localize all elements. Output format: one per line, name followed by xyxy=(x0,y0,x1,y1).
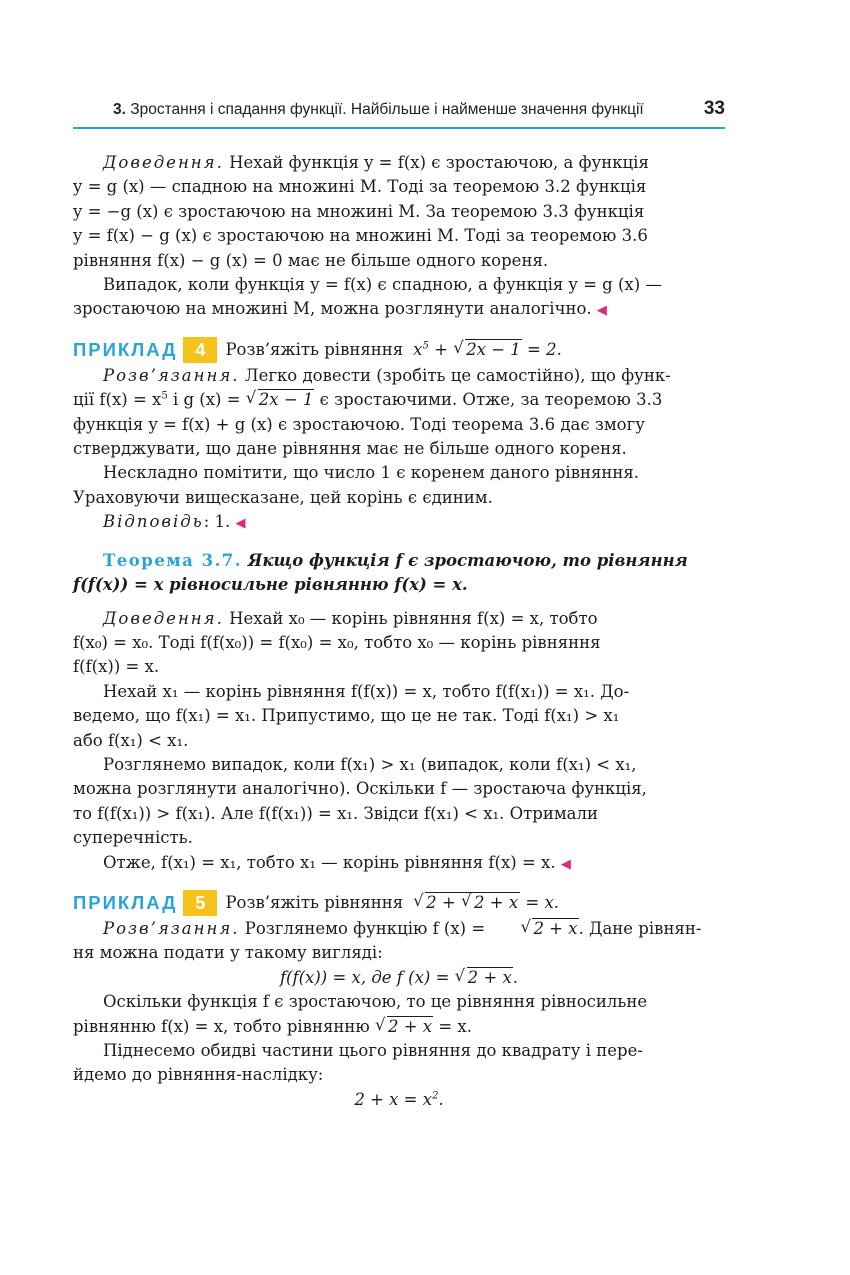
example-task: Розв’яжіть рівняння xyxy=(225,339,404,359)
text-line: стверджувати, що дане рівняння має не більше одного кореня. xyxy=(73,439,627,459)
text-span: . Дане рівнян- xyxy=(578,918,702,938)
text-line: y = g (x) — спадною на множині M. Тоді за теоремою 3.2 функція xyxy=(73,177,647,197)
text-line: ведемо, що f(x₁) = x₁. Припустимо, що це не так. Тоді f(x₁) > x₁ xyxy=(73,706,620,726)
radicand: 2 + x xyxy=(474,892,519,912)
proof-label: Доведення. xyxy=(103,153,224,172)
text-line: Випадок, коли функція y = f(x) є спадною, а функція y = g (x) — xyxy=(103,275,662,295)
text-line xyxy=(73,851,725,877)
example-task: Розв’яжіть рівняння xyxy=(225,892,404,912)
example-label: ПРИКЛАД xyxy=(73,338,178,360)
text-line: y = f(x) − g (x) є зростаючою на множині M. Тоді за теоремою 3.6 xyxy=(73,226,648,246)
sqrt-icon xyxy=(413,891,520,915)
eq-part: = x. xyxy=(520,892,559,912)
spacer xyxy=(73,877,725,889)
spacer xyxy=(73,537,725,549)
answer-line xyxy=(73,510,725,536)
proof-label: Доведення. xyxy=(103,608,224,628)
page-number: 33 xyxy=(703,98,725,119)
sqrt-icon xyxy=(246,388,315,412)
text-span: = x. xyxy=(433,1016,472,1036)
example-4-heading xyxy=(73,336,725,364)
text-line xyxy=(73,388,725,412)
answer-value: : 1. xyxy=(203,512,231,532)
text-span: Розглянемо функцію f (x) = xyxy=(239,918,491,938)
running-title xyxy=(113,101,644,119)
radicand xyxy=(425,892,520,912)
proof-paragraph xyxy=(73,151,725,175)
radicand: 2 + x xyxy=(387,1016,433,1036)
eq-part: f(f(x)) = x, де f (x) = xyxy=(279,967,455,987)
end-of-proof-icon: ◀ xyxy=(596,303,607,319)
sqrt-icon xyxy=(461,891,519,915)
proof-paragraph xyxy=(73,607,725,631)
text-span: Легко довести (зробіть це самостійно), що функ- xyxy=(239,365,671,385)
solution-label: Розв’язання. xyxy=(103,918,240,938)
theorem-paragraph xyxy=(73,549,725,573)
text-line: рівняння f(x) − g (x) = 0 має не більше одного кореня. xyxy=(73,250,549,270)
equation xyxy=(413,338,562,362)
text-line xyxy=(73,297,725,323)
example-number-badge: 4 xyxy=(183,337,217,363)
page-content xyxy=(73,151,725,1112)
radicand: 2 + x xyxy=(467,967,512,987)
exponent: 5 xyxy=(161,390,168,402)
theorem-label: Теорема 3.7. xyxy=(103,550,243,570)
text-line: або f(x₁) < x₁. xyxy=(73,730,189,750)
spacer xyxy=(73,324,725,336)
solution-paragraph xyxy=(73,364,725,388)
text-span: і g (x) = xyxy=(167,390,246,410)
sqrt-icon xyxy=(490,917,578,941)
eq-part: . xyxy=(438,1089,444,1109)
eq-exponent: 5 xyxy=(422,340,429,352)
eq-exponent: 2 xyxy=(432,1090,439,1102)
text-span: зростаючою на множині M, можна розглянути аналогічно. xyxy=(73,299,592,319)
theorem-text: f(f(x)) = x рівносильне рівнянню f(x) = x. xyxy=(73,575,468,595)
eq-part: 2 + x = x xyxy=(354,1089,433,1109)
example-number-badge: 5 xyxy=(183,890,217,916)
eq-part: x xyxy=(413,339,423,359)
text-line: y = −g (x) є зростаючою на множині M. За теоремою 3.3 функція xyxy=(73,201,645,221)
text-line: f(f(x)) = x. xyxy=(73,657,160,677)
answer-label: Відповідь xyxy=(103,512,204,532)
text-line: то f(f(x₁)) > f(x₁). Але f(f(x₁)) = x₁. Звідси f(x₁) < x₁. Отримали xyxy=(73,803,598,823)
solution-label: Розв’язання. xyxy=(103,365,240,385)
text-line: функція y = f(x) + g (x) є зростаючою. Тоді теорема 3.6 дає змогу xyxy=(73,414,645,434)
theorem-text: Якщо функція f є зростаючою, то рівняння xyxy=(242,550,688,570)
example-5-heading xyxy=(73,889,725,917)
display-equation xyxy=(73,1088,725,1112)
text-line: йдемо до рівняння-наслідку: xyxy=(73,1065,324,1085)
radicand: 2x − 1 xyxy=(466,339,521,359)
text-span: рівнянню f(x) = x, тобто рівнянню xyxy=(73,1016,375,1036)
text-line: Оскільки функція f є зростаючою, то це рівняння рівносильне xyxy=(103,992,648,1012)
text-span: ції f(x) = x xyxy=(73,390,162,410)
example-label: ПРИКЛАД xyxy=(73,891,178,913)
text-line: Нескладно помітити, що число 1 є коренем даного рівняння. xyxy=(103,463,640,483)
text-line: Піднесемо обидві частини цього рівняння до квадрату і пере- xyxy=(103,1041,643,1060)
text-span: Отже, f(x₁) = x₁, тобто x₁ — корінь рівняння f(x) = x. xyxy=(103,852,556,872)
text-line: Нехай функція y = f(x) є зростаючою, а функція xyxy=(223,153,649,172)
sqrt-icon xyxy=(455,966,513,990)
sqrt-icon xyxy=(375,1015,433,1039)
eq-part: . xyxy=(512,967,519,987)
eq-part: = 2. xyxy=(521,339,562,359)
text-span: Нехай x₀ — корінь рівняння f(x) = x, тобто xyxy=(223,608,598,628)
text-line: можна розглянути аналогічно). Оскільки f — зростаюча функція, xyxy=(73,779,647,799)
text-line: ня можна подати у такому вигляді: xyxy=(73,943,383,963)
end-of-proof-icon: ◀ xyxy=(560,856,571,872)
text-line: f(x₀) = x₀. Тоді f(f(x₀)) = f(x₀) = x₀, тобто x₀ — корінь рівняння xyxy=(73,632,601,652)
solution-paragraph xyxy=(73,917,725,941)
eq-part: 2 + xyxy=(426,892,461,912)
display-equation xyxy=(73,966,725,990)
page-header xyxy=(73,97,725,129)
chapter-number: 3. xyxy=(113,101,126,118)
spacer xyxy=(73,598,725,607)
text-line xyxy=(73,1015,725,1039)
text-span: є зростаючими. Отже, за теоремою 3.3 xyxy=(314,390,663,410)
equation xyxy=(413,891,559,915)
text-line: Розглянемо випадок, коли f(x₁) > x₁ (випадок, коли f(x₁) < x₁, xyxy=(103,754,637,774)
text-line: суперечність. xyxy=(73,828,193,848)
end-of-solution-icon: ◀ xyxy=(235,516,246,532)
text-line: Ураховуючи вищесказане, цей корінь є єдиним. xyxy=(73,487,493,507)
sqrt-icon xyxy=(453,338,522,362)
eq-part: + xyxy=(428,339,454,359)
text-line: Нехай x₁ — корінь рівняння f(f(x)) = x, тобто f(f(x₁)) = x₁. До- xyxy=(103,681,630,701)
radicand: 2 + x xyxy=(533,918,578,938)
chapter-title: Зростання і спадання функції. Найбільше і найменше значення функції xyxy=(130,101,644,118)
radicand: 2x − 1 xyxy=(258,390,314,410)
